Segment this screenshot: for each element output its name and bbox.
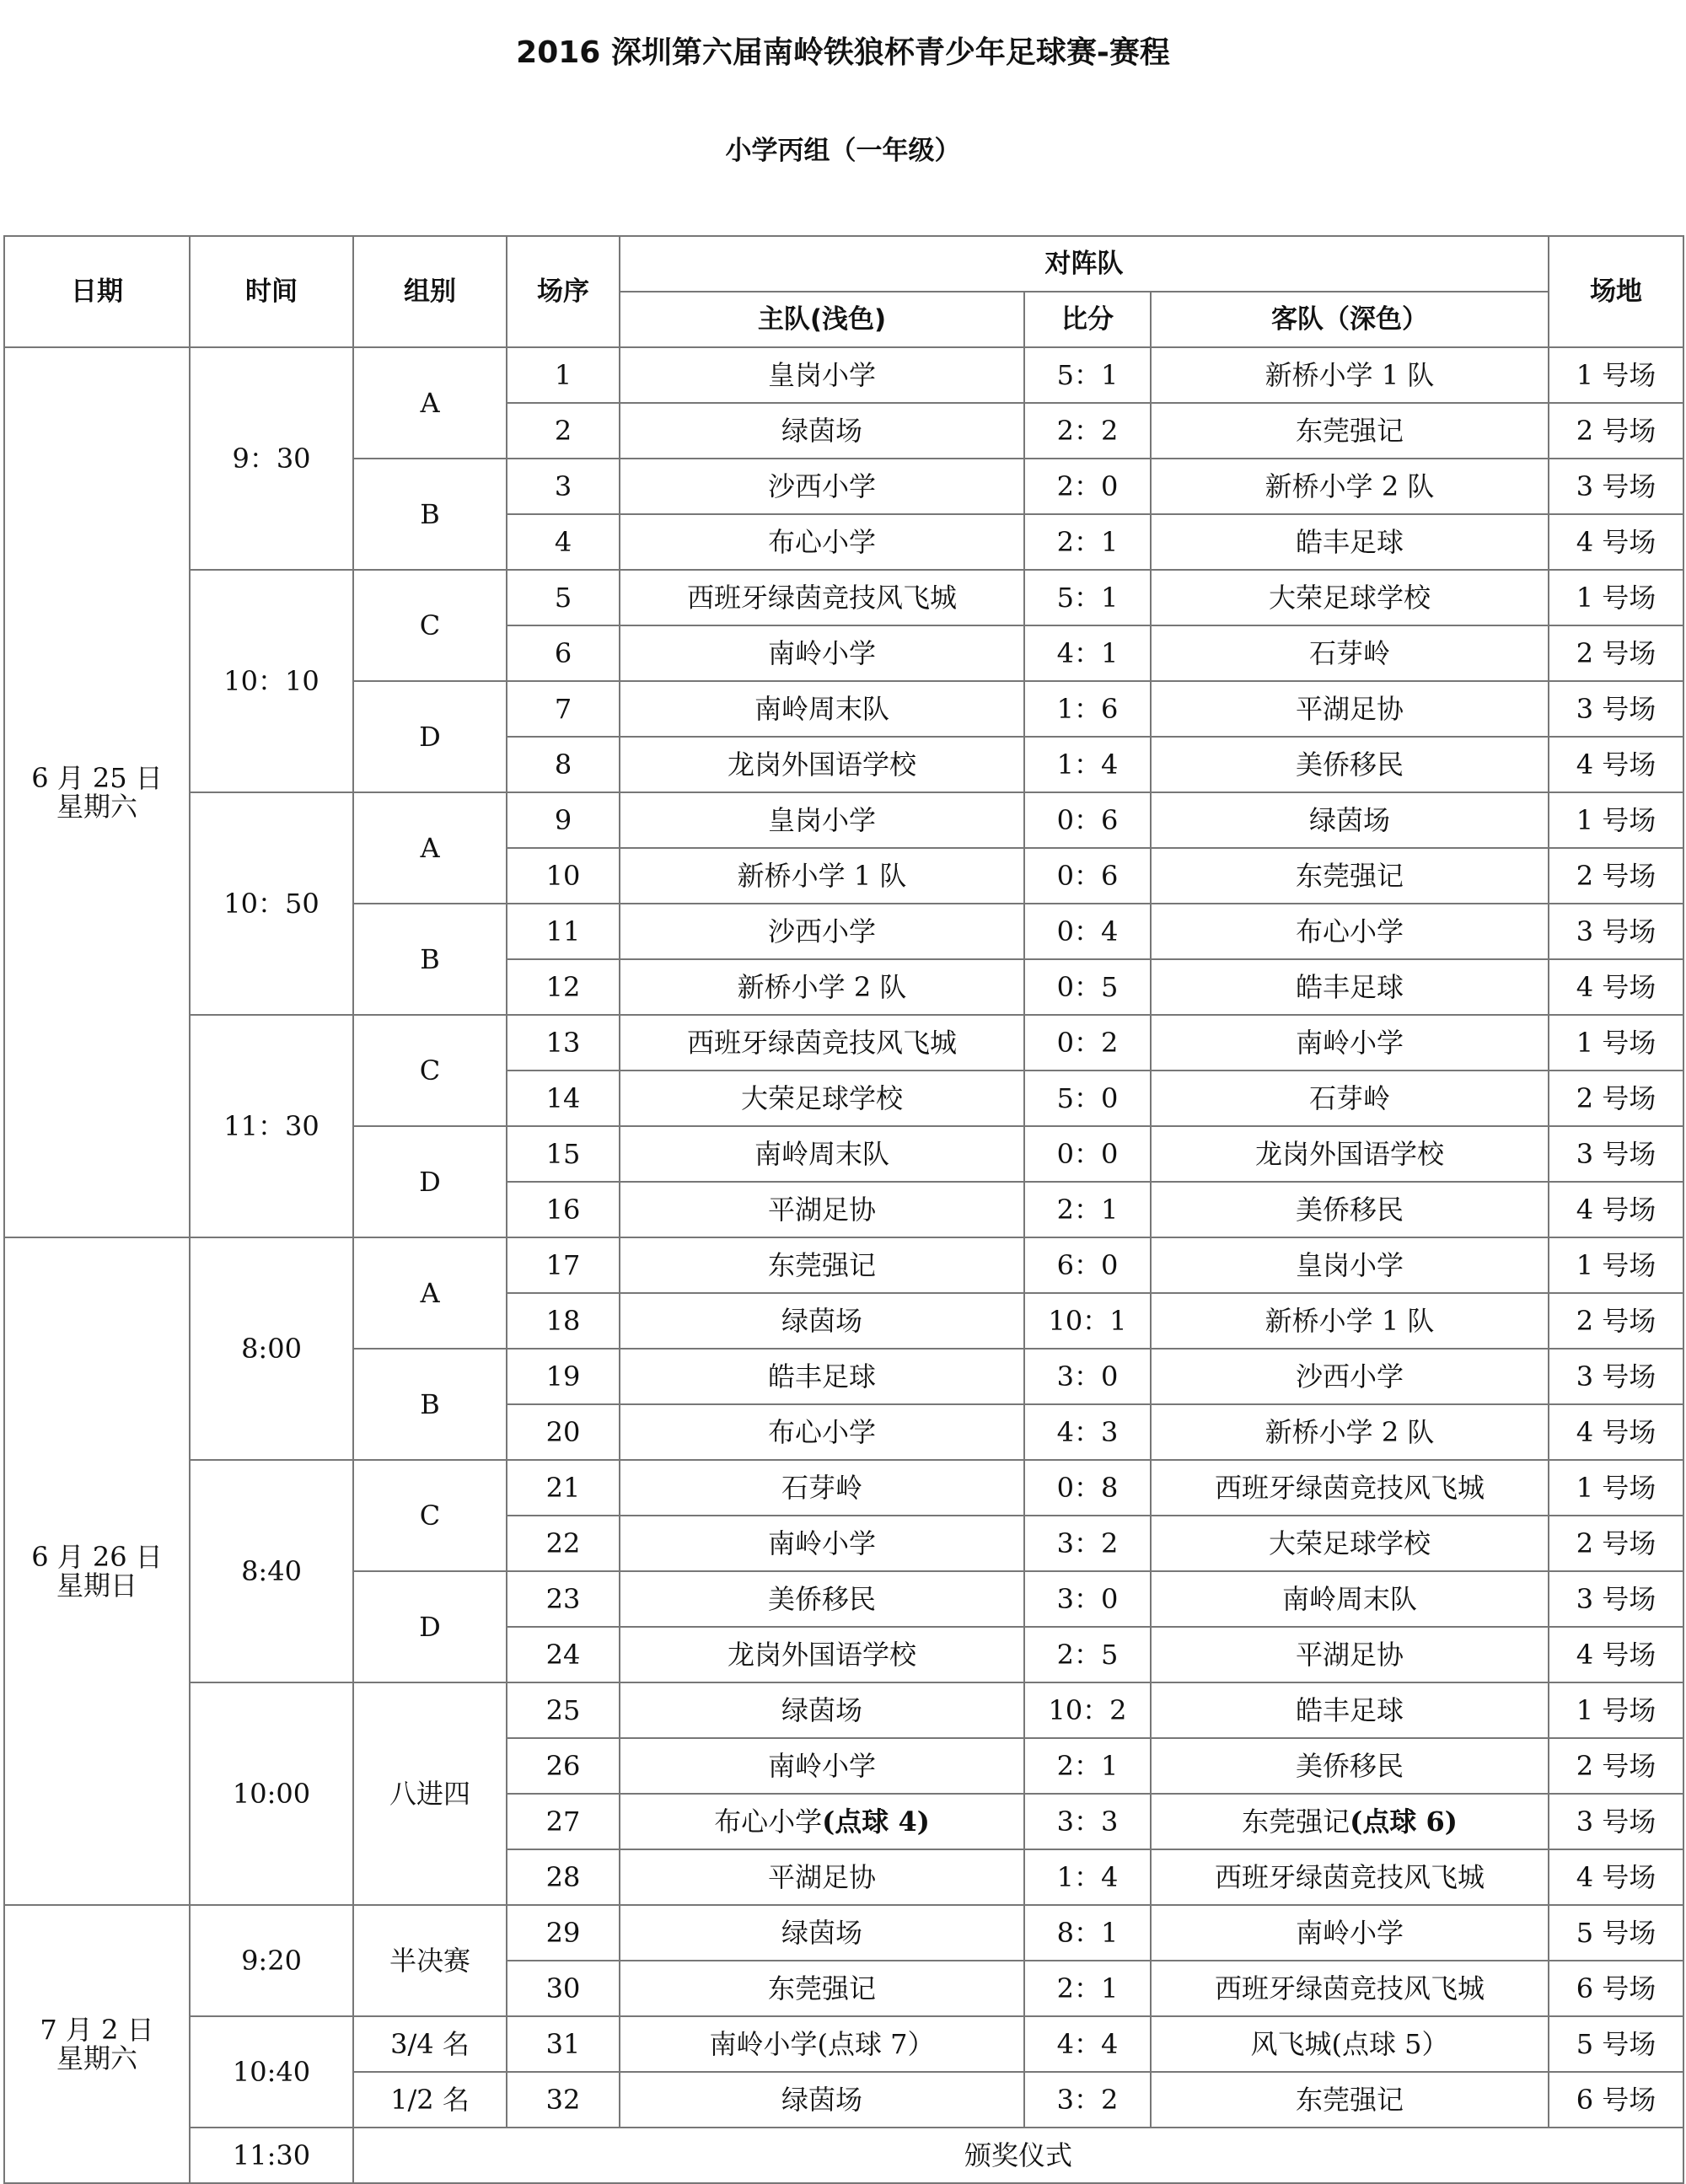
group-cell: A [353,792,507,904]
away-team: 南岭小学 [1151,1905,1549,1961]
date-cell [4,347,190,1237]
away-team: 绿茵场 [1151,792,1549,848]
away-team: 新桥小学 2 队 [1151,1404,1549,1460]
venue: 1 号场 [1549,1682,1683,1738]
score: 10：1 [1024,1293,1151,1349]
time-cell: 10:00 [190,1682,353,1905]
home-team: 南岭周末队 [620,681,1024,737]
venue: 1 号场 [1549,1015,1683,1071]
away-team: 新桥小学 1 队 [1151,347,1549,403]
away-team: 新桥小学 1 队 [1151,1293,1549,1349]
time-cell: 10：10 [190,570,353,792]
match-no: 19 [507,1349,620,1404]
home-team: 沙西小学 [620,904,1024,959]
header-date: 日期 [4,236,190,347]
group-cell: C [353,570,507,681]
away-team: 南岭小学 [1151,1015,1549,1071]
match-no: 16 [507,1182,620,1237]
away-team: 南岭周末队 [1151,1571,1549,1627]
match-no: 28 [507,1849,620,1905]
header-group: 组别 [353,236,507,347]
time-cell: 11：30 [190,1015,353,1237]
group-cell: A [353,1237,507,1349]
date-cell [4,1237,190,1905]
score: 10：2 [1024,1682,1151,1738]
group-cell: A [353,347,507,459]
time-cell: 8:00 [190,1237,353,1460]
score: 8：1 [1024,1905,1151,1961]
match-no: 21 [507,1460,620,1516]
score: 0：2 [1024,1015,1151,1071]
venue: 2 号场 [1549,625,1683,681]
score: 2：2 [1024,403,1151,459]
score: 1：6 [1024,681,1151,737]
match-no: 25 [507,1682,620,1738]
match-no: 3 [507,459,620,514]
home-team: 皇岗小学 [620,347,1024,403]
away-team: 皓丰足球 [1151,514,1549,570]
home-team: 石芽岭 [620,1460,1024,1516]
group-cell: 八进四 [353,1682,507,1905]
header-home: 主队(浅色) [620,292,1024,347]
venue: 3 号场 [1549,1794,1683,1849]
match-no: 18 [507,1293,620,1349]
date-cell [4,1905,190,2183]
header-away: 客队（深色） [1151,292,1549,347]
score: 2：1 [1024,1182,1151,1237]
date-text: 7 月 2 日 [40,2014,154,2046]
document-subtitle: 小学丙组（一年级） [725,136,961,166]
away-team: 布心小学 [1151,904,1549,959]
group-cell: B [353,1349,507,1460]
away-team: 西班牙绿茵竞技风飞城 [1151,1460,1549,1516]
away-team: 大荣足球学校 [1151,570,1549,625]
home-team [620,1794,1024,1849]
venue: 4 号场 [1549,514,1683,570]
home-team: 布心小学 [620,514,1024,570]
venue: 1 号场 [1549,1237,1683,1293]
weekday-text: 星期日 [56,1570,137,1602]
score: 4：3 [1024,1404,1151,1460]
away-team: 大荣足球学校 [1151,1516,1549,1571]
venue: 1 号场 [1549,1460,1683,1516]
match-no: 17 [507,1237,620,1293]
home-team: 新桥小学 2 队 [620,959,1024,1015]
table-row [4,1015,1683,1071]
group-cell: C [353,1015,507,1126]
away-team: 东莞强记 [1151,848,1549,904]
home-team: 南岭周末队 [620,1126,1024,1182]
venue: 3 号场 [1549,904,1683,959]
away-team: 皓丰足球 [1151,959,1549,1015]
away-team: 石芽岭 [1151,1071,1549,1126]
home-team: 绿茵场 [620,1293,1024,1349]
score: 0：8 [1024,1460,1151,1516]
match-no: 27 [507,1794,620,1849]
away-team: 新桥小学 2 队 [1151,459,1549,514]
time-cell: 10：50 [190,792,353,1015]
time-cell: 11:30 [190,2128,353,2183]
away-team: 东莞强记 [1151,2072,1549,2128]
score: 5：0 [1024,1071,1151,1126]
venue: 5 号场 [1549,2016,1683,2072]
venue: 1 号场 [1549,347,1683,403]
date-text: 6 月 25 日 [31,762,163,794]
table-row [4,1682,1683,1738]
home-team: 西班牙绿茵竞技风飞城 [620,1015,1024,1071]
score: 1：4 [1024,737,1151,792]
group-cell: 1/2 名 [353,2072,507,2128]
score: 3：2 [1024,2072,1151,2128]
match-no: 4 [507,514,620,570]
group-cell: D [353,1126,507,1237]
home-team: 东莞强记 [620,1961,1024,2016]
score: 2：1 [1024,1738,1151,1794]
table-row [4,792,1683,848]
group-cell: B [353,459,507,570]
away-team: 风飞城(点球 5） [1151,2016,1549,2072]
time-cell: 8:40 [190,1460,353,1682]
match-no: 24 [507,1627,620,1682]
match-no: 22 [507,1516,620,1571]
venue: 4 号场 [1549,737,1683,792]
match-no: 30 [507,1961,620,2016]
home-team: 南岭小学 [620,1516,1024,1571]
score: 5：1 [1024,570,1151,625]
group-cell: D [353,1571,507,1682]
match-no: 13 [507,1015,620,1071]
away-team: 皓丰足球 [1151,1682,1549,1738]
away-team: 皇岗小学 [1151,1237,1549,1293]
match-no: 23 [507,1571,620,1627]
table-row [4,570,1683,625]
venue: 5 号场 [1549,1905,1683,1961]
time-cell: 9：30 [190,347,353,570]
score: 4：1 [1024,625,1151,681]
match-no: 10 [507,848,620,904]
header-matchup: 对阵队 [620,236,1549,292]
header-order: 场序 [507,236,620,347]
match-no: 20 [507,1404,620,1460]
away-team: 美侨移民 [1151,1182,1549,1237]
venue: 3 号场 [1549,681,1683,737]
away-team: 石芽岭 [1151,625,1549,681]
date-text: 6 月 26 日 [31,1541,163,1573]
match-no: 29 [507,1905,620,1961]
score: 5：1 [1024,347,1151,403]
group-cell: 半决赛 [353,1905,507,2016]
weekday-text: 星期六 [56,791,137,823]
schedule-table [3,235,1684,2184]
time-cell: 9:20 [190,1905,353,2016]
group-cell: D [353,681,507,792]
score: 0：0 [1024,1126,1151,1182]
group-cell: C [353,1460,507,1571]
match-no: 14 [507,1071,620,1126]
venue: 4 号场 [1549,1404,1683,1460]
score: 4：4 [1024,2016,1151,2072]
table-row [4,1460,1683,1516]
home-team: 东莞强记 [620,1237,1024,1293]
away-team: 西班牙绿茵竞技风飞城 [1151,1961,1549,2016]
header-row-1 [4,236,1683,292]
home-team: 绿茵场 [620,1905,1024,1961]
venue: 6 号场 [1549,1961,1683,2016]
match-no: 5 [507,570,620,625]
venue: 4 号场 [1549,959,1683,1015]
home-team: 新桥小学 1 队 [620,848,1024,904]
away-team: 西班牙绿茵竞技风飞城 [1151,1849,1549,1905]
venue: 2 号场 [1549,403,1683,459]
header-time: 时间 [190,236,353,347]
home-team: 大荣足球学校 [620,1071,1024,1126]
score: 3：0 [1024,1349,1151,1404]
table-row [4,1905,1683,1961]
score: 0：6 [1024,792,1151,848]
venue: 2 号场 [1549,1293,1683,1349]
score: 2：0 [1024,459,1151,514]
venue: 3 号场 [1549,1571,1683,1627]
table-row [4,2128,1683,2183]
home-team-name: 布心小学 [714,1806,823,1838]
venue: 4 号场 [1549,1182,1683,1237]
match-no: 6 [507,625,620,681]
home-team: 南岭小学 [620,625,1024,681]
score: 6：0 [1024,1237,1151,1293]
venue: 6 号场 [1549,2072,1683,2128]
match-no: 26 [507,1738,620,1794]
match-no: 7 [507,681,620,737]
document-title: 2016 深圳第六届南岭铁狼杯青少年足球赛-赛程 [516,35,1170,70]
score: 2：1 [1024,514,1151,570]
match-no: 2 [507,403,620,459]
venue: 2 号场 [1549,848,1683,904]
ceremony-cell: 颁奖仪式 [353,2128,1683,2183]
home-team: 南岭小学 [620,1738,1024,1794]
match-no: 31 [507,2016,620,2072]
score: 0：6 [1024,848,1151,904]
away-team: 美侨移民 [1151,1738,1549,1794]
away-penalty: (点球 6) [1350,1806,1458,1838]
venue: 1 号场 [1549,792,1683,848]
away-team: 东莞强记 [1151,403,1549,459]
venue: 2 号场 [1549,1071,1683,1126]
venue: 3 号场 [1549,1126,1683,1182]
match-no: 12 [507,959,620,1015]
home-team: 绿茵场 [620,1682,1024,1738]
home-team: 平湖足协 [620,1849,1024,1905]
away-team [1151,1794,1549,1849]
home-team: 西班牙绿茵竞技风飞城 [620,570,1024,625]
venue: 3 号场 [1549,1349,1683,1404]
home-team: 沙西小学 [620,459,1024,514]
home-team: 美侨移民 [620,1571,1024,1627]
weekday-text: 星期六 [56,2042,137,2074]
match-no: 8 [507,737,620,792]
home-team: 布心小学 [620,1404,1024,1460]
home-team: 皇岗小学 [620,792,1024,848]
score: 1：4 [1024,1849,1151,1905]
table-row [4,347,1683,403]
venue: 4 号场 [1549,1849,1683,1905]
time-cell: 10:40 [190,2016,353,2128]
home-team: 皓丰足球 [620,1349,1024,1404]
score: 0：5 [1024,959,1151,1015]
home-team: 龙岗外国语学校 [620,1627,1024,1682]
score: 0：4 [1024,904,1151,959]
match-no: 11 [507,904,620,959]
venue: 1 号场 [1549,570,1683,625]
away-team: 平湖足协 [1151,1627,1549,1682]
venue: 2 号场 [1549,1738,1683,1794]
group-cell: 3/4 名 [353,2016,507,2072]
home-team: 绿茵场 [620,2072,1024,2128]
venue: 3 号场 [1549,459,1683,514]
score: 3：2 [1024,1516,1151,1571]
home-team: 南岭小学(点球 7） [620,2016,1024,2072]
away-team: 龙岗外国语学校 [1151,1126,1549,1182]
away-team: 平湖足协 [1151,681,1549,737]
match-no: 9 [507,792,620,848]
table-row [4,1237,1683,1293]
score: 2：1 [1024,1961,1151,2016]
venue: 4 号场 [1549,1627,1683,1682]
group-cell: B [353,904,507,1015]
table-row [4,2016,1683,2072]
away-team-name: 东莞强记 [1242,1806,1350,1838]
match-no: 32 [507,2072,620,2128]
home-team: 平湖足协 [620,1182,1024,1237]
away-team: 沙西小学 [1151,1349,1549,1404]
home-team: 龙岗外国语学校 [620,737,1024,792]
venue: 2 号场 [1549,1516,1683,1571]
header-venue: 场地 [1549,236,1683,347]
score: 3：0 [1024,1571,1151,1627]
match-no: 15 [507,1126,620,1182]
home-team: 绿茵场 [620,403,1024,459]
away-team: 美侨移民 [1151,737,1549,792]
score: 3：3 [1024,1794,1151,1849]
home-penalty: (点球 4) [822,1806,930,1838]
match-no: 1 [507,347,620,403]
score: 2：5 [1024,1627,1151,1682]
header-score: 比分 [1024,292,1151,347]
